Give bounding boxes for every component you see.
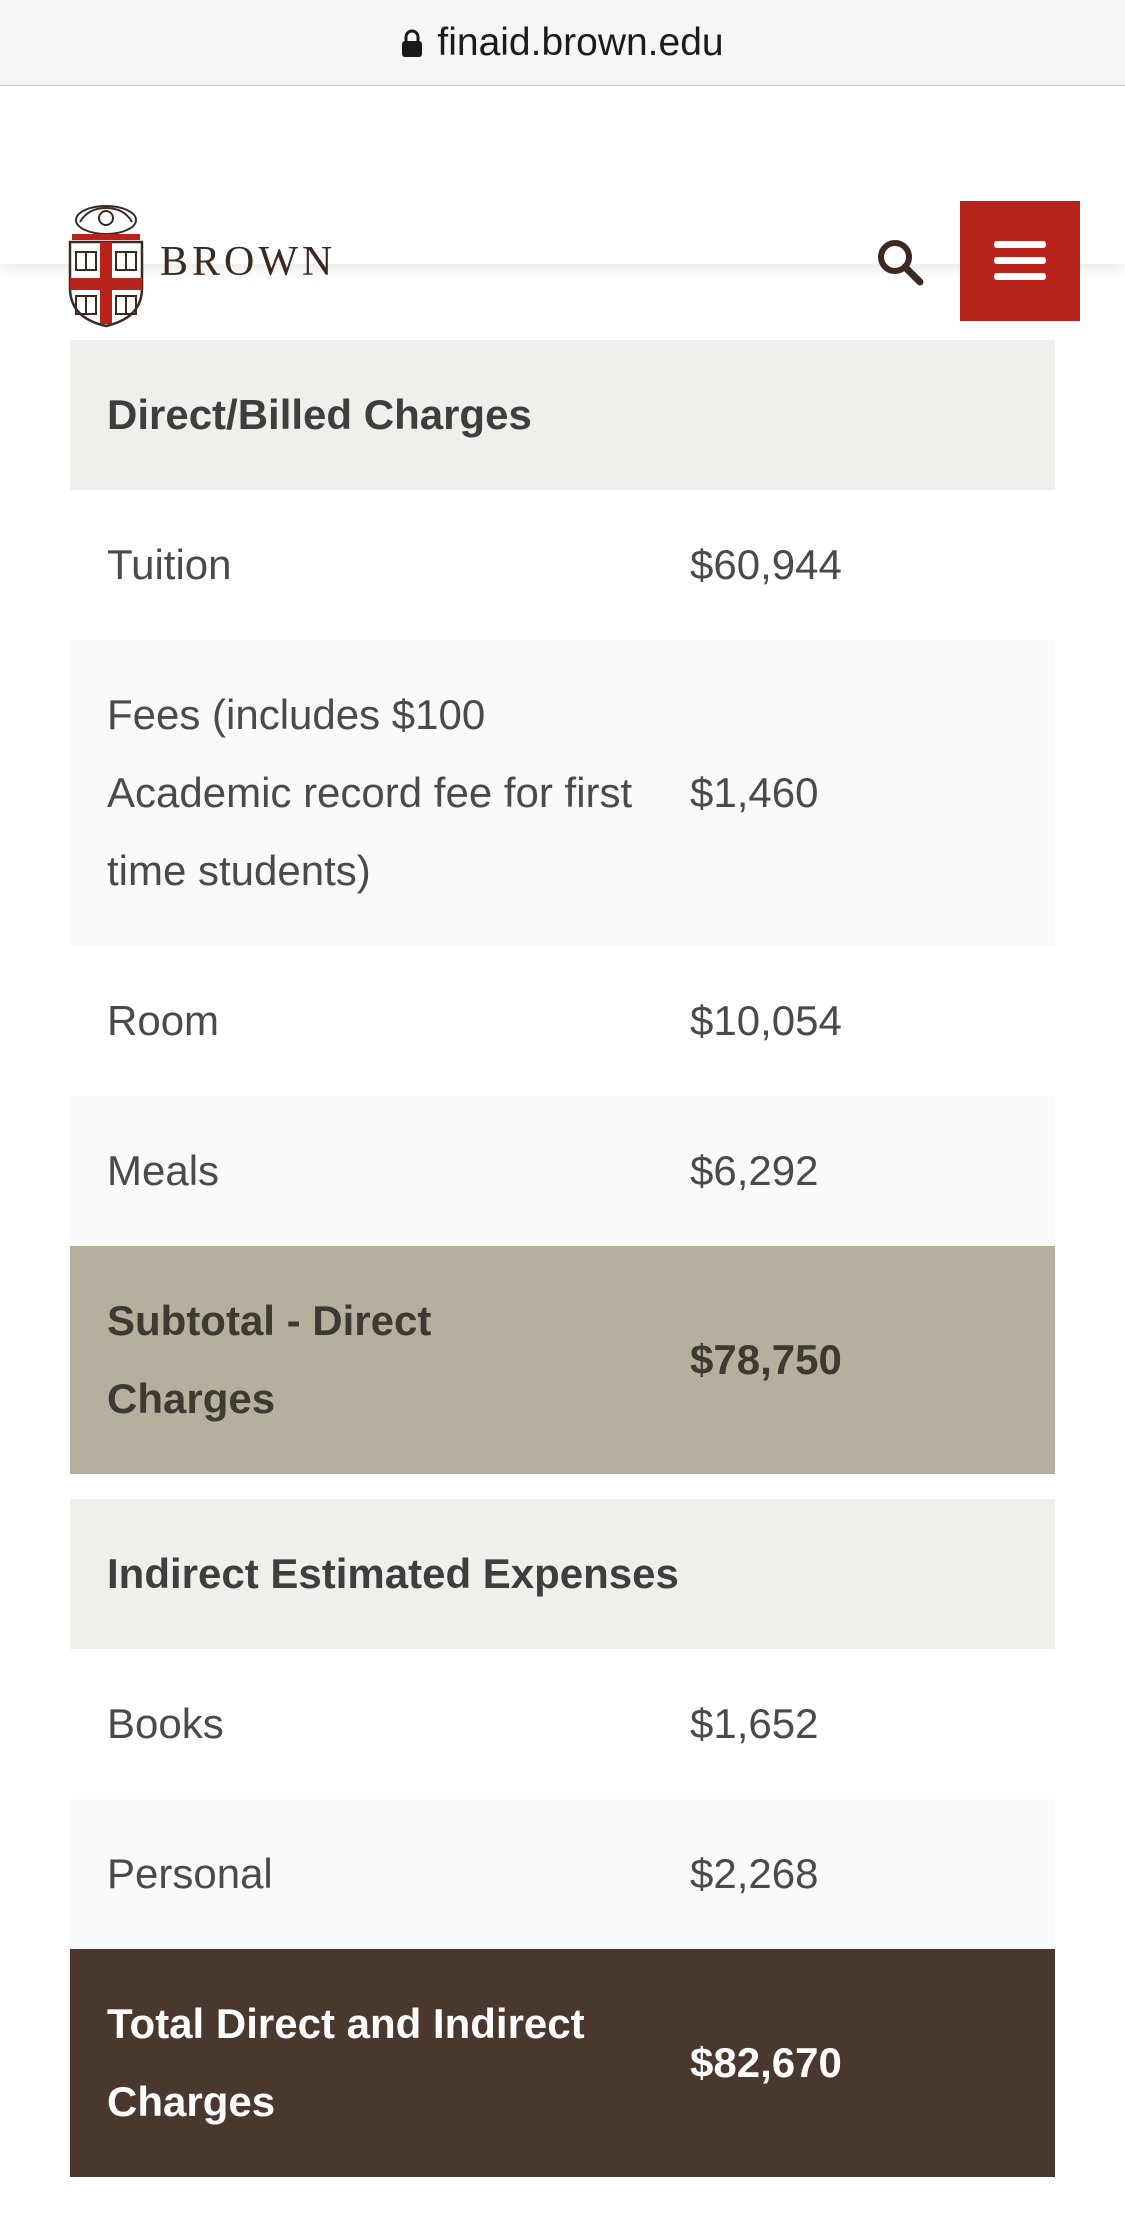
table-divider	[70, 1474, 1055, 1499]
table-section-header	[70, 1499, 1055, 1649]
section-header-direct: Direct/Billed Charges	[107, 391, 532, 438]
table-row	[70, 1096, 1055, 1246]
subtotal-row	[70, 1246, 1055, 1474]
row-label: Personal	[107, 1850, 273, 1897]
row-value: $1,460	[690, 769, 819, 816]
row-label: Tuition	[107, 541, 232, 588]
row-value: $60,944	[690, 541, 842, 588]
menu-button[interactable]	[960, 201, 1080, 321]
cost-of-attendance-table	[70, 340, 1055, 2177]
row-value: $10,054	[690, 997, 842, 1044]
url-text: finaid.brown.edu	[437, 20, 724, 64]
lock-icon	[401, 28, 423, 58]
brown-logo[interactable]	[66, 196, 336, 328]
table-row	[70, 946, 1055, 1096]
row-value: $1,652	[690, 1700, 819, 1747]
table-row	[70, 1799, 1055, 1949]
total-value: $82,670	[690, 2039, 842, 2086]
section-header-indirect: Indirect Estimated Expenses	[107, 1550, 679, 1597]
subtotal-label: Subtotal - Direct Charges	[107, 1297, 432, 1422]
subtotal-value: $78,750	[690, 1336, 842, 1383]
table-row	[70, 640, 1055, 946]
browser-url-bar[interactable]	[0, 0, 1125, 86]
brown-shield-icon	[66, 196, 146, 328]
table-row	[70, 490, 1055, 640]
logo-wordmark: BROWN	[160, 239, 337, 285]
search-icon	[875, 237, 925, 287]
row-value: $6,292	[690, 1147, 819, 1194]
table-row	[70, 1649, 1055, 1799]
row-label: Meals	[107, 1147, 220, 1194]
row-label: Books	[107, 1700, 224, 1747]
row-label: Room	[107, 997, 220, 1044]
table-section-header	[70, 340, 1055, 490]
total-row	[70, 1949, 1055, 2177]
search-button[interactable]	[868, 230, 932, 294]
row-value: $2,268	[690, 1850, 819, 1897]
total-label: Total Direct and Indirect Charges	[107, 2000, 585, 2125]
row-label: Fees (includes $100 Academic record fee for first time students)	[107, 691, 633, 894]
hamburger-menu-icon	[994, 239, 1046, 283]
